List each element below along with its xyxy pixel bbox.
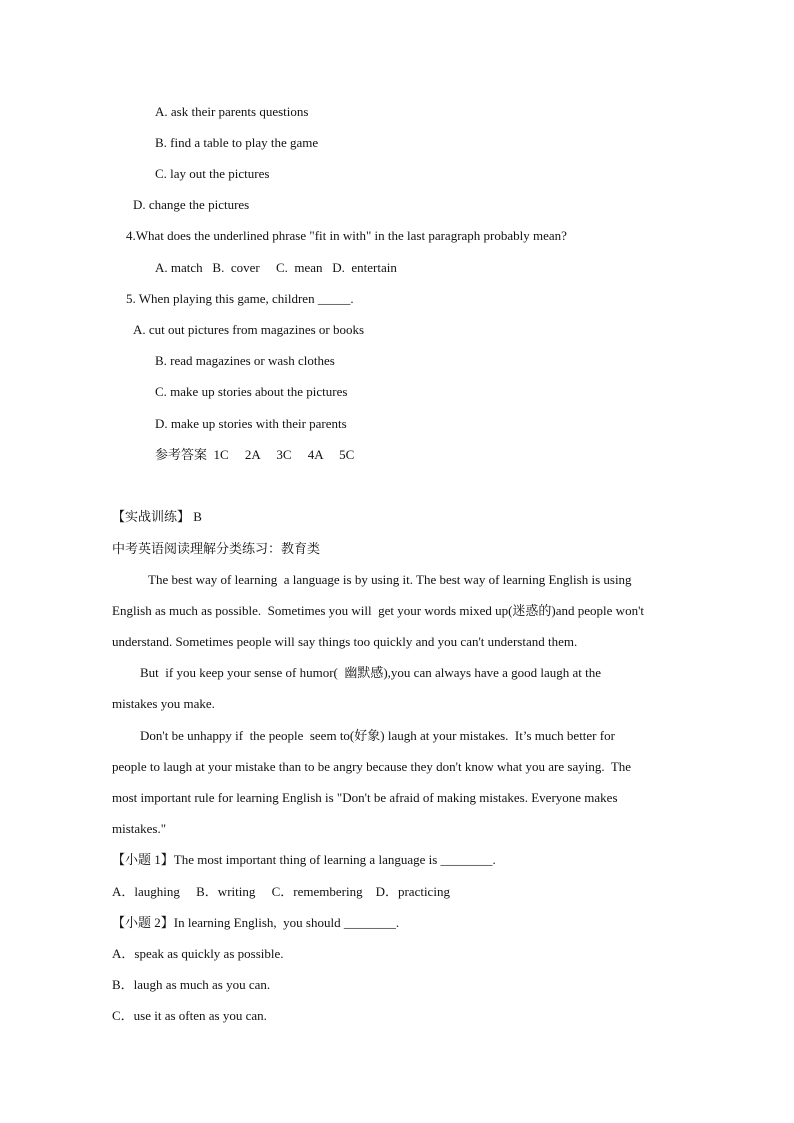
passage-line: mistakes you make. [112,696,215,711]
passage-line: Don't be unhappy if the people seem to(好象) laugh at your mistakes. It’s much better for [140,728,615,743]
q3-option-a: A. ask their parents questions [155,104,309,119]
q5-option-c: C. make up stories about the pictures [155,384,348,399]
passage-line: mistakes." [112,821,167,836]
q5-option-b: B. read magazines or wash clothes [155,353,335,368]
passage-line: English as much as possible. Sometimes you will get your words mixed up(迷惑的)and people won't [112,603,645,618]
passage-line: But if you keep your sense of humor( 幽默感),you can always have a good laugh at the [140,665,602,680]
q3-option-b: B. find a table to play the game [155,135,319,150]
passage-line: understand. Sometimes people will say things too quickly and you can't understand them. [112,634,578,649]
question-2-stem: 【小题 2】In learning English, you should ________. [112,915,400,930]
question-1-stem: 【小题 1】The most important thing of learning a language is ________. [112,852,496,867]
q2-option-b: B．laugh as much as you can. [112,977,271,992]
passage-line: people to laugh at your mistake than to be angry because they don't know what you are saying. The [112,759,632,774]
section-subtitle: 中考英语阅读理解分类练习：教育类 [112,541,321,556]
q3-option-d: D. change the pictures [133,197,250,212]
q5-option-d: D. make up stories with their parents [155,416,347,431]
question-1-options: A．laughing B．writing C．remembering D．practicing [112,884,450,899]
passage-line: most important rule for learning English is "Don't be afraid of making mistakes. Everyone makes [112,790,618,805]
q5-option-a: A. cut out pictures from magazines or books [133,322,365,337]
q2-option-c: C．use it as often as you can. [112,1008,267,1023]
question-4-options: A. match B. cover C. mean D. entertain [155,260,397,275]
q2-option-a: A．speak as quickly as possible. [112,946,284,961]
question-4: 4.What does the underlined phrase "fit in with" in the last paragraph probably mean? [126,228,567,243]
question-5: 5. When playing this game, children _____. [126,291,354,306]
answer-key: 参考答案 1C 2A 3C 4A 5C [155,447,355,462]
q3-option-c: C. lay out the pictures [155,166,270,181]
section-heading: 【实战训练】 B [112,509,202,524]
passage-line: The best way of learning a language is by using it. The best way of learning English is using [148,572,632,587]
